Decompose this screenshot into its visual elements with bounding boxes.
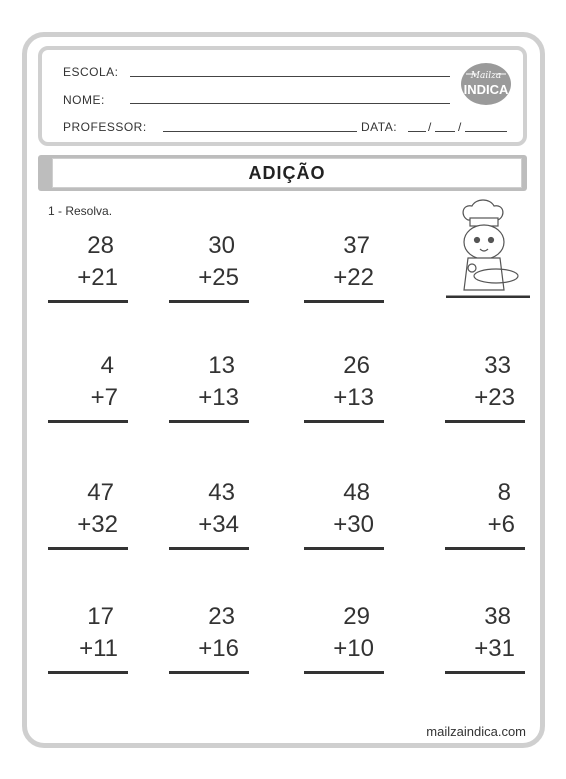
addend-top: 38 [484, 603, 511, 630]
addend-bottom: +31 [474, 635, 515, 662]
addition-problem [48, 603, 128, 673]
addition-problem [445, 479, 525, 549]
addend-top: 23 [208, 603, 235, 630]
addend-top: 26 [343, 352, 370, 379]
addend-top: 48 [343, 479, 370, 506]
addend-bottom: +13 [333, 384, 374, 411]
name-label: NOME: [63, 93, 105, 107]
title-box [52, 158, 522, 188]
date-month-line[interactable] [435, 131, 455, 132]
answer-line[interactable] [445, 420, 525, 423]
mailza-indica-logo [460, 62, 512, 106]
addition-problem [445, 352, 525, 422]
date-separator: / [428, 120, 432, 134]
date-year-line[interactable] [465, 131, 507, 132]
addend-bottom: +6 [487, 511, 515, 538]
answer-line[interactable] [48, 547, 128, 550]
addition-problem [48, 232, 128, 302]
addend-top: 29 [343, 603, 370, 630]
answer-line[interactable] [304, 671, 384, 674]
addend-bottom: +21 [77, 264, 118, 291]
teacher-line[interactable] [163, 131, 357, 132]
addend-top: 43 [208, 479, 235, 506]
date-day-line[interactable] [408, 131, 426, 132]
addend-top: 28 [87, 232, 114, 259]
instruction: 1 - Resolva. [48, 204, 113, 218]
chef-boy-illustration [440, 198, 532, 298]
addend-bottom: +25 [198, 264, 239, 291]
addition-problem [48, 479, 128, 549]
date-separator: / [458, 120, 462, 134]
addend-bottom: +10 [333, 635, 374, 662]
teacher-label: PROFESSOR: [63, 120, 147, 134]
addend-top: 47 [87, 479, 114, 506]
addend-bottom: +13 [198, 384, 239, 411]
answer-line[interactable] [169, 547, 249, 550]
addend-bottom: +16 [198, 635, 239, 662]
addition-problem [304, 352, 384, 422]
addition-problem [169, 232, 249, 302]
addition-problem [169, 603, 249, 673]
addend-top: 17 [87, 603, 114, 630]
answer-line[interactable] [48, 420, 128, 423]
addition-problem [304, 232, 384, 302]
addend-bottom: +30 [333, 511, 374, 538]
addend-bottom: +32 [77, 511, 118, 538]
addition-problem [304, 603, 384, 673]
answer-line[interactable] [48, 300, 128, 303]
logo-text-top: Mailza [470, 71, 502, 81]
addend-top: 37 [343, 232, 370, 259]
date-label: DATA: [361, 120, 398, 134]
addend-top: 33 [484, 352, 511, 379]
addition-problem [304, 479, 384, 549]
answer-line[interactable] [304, 300, 384, 303]
footer-website: mailzaindica.com [426, 724, 526, 739]
addend-top: 4 [100, 352, 114, 379]
addend-top: 8 [497, 479, 511, 506]
addition-problem [169, 479, 249, 549]
addition-problem [48, 352, 128, 422]
answer-line[interactable] [304, 547, 384, 550]
addend-top: 13 [208, 352, 235, 379]
answer-line[interactable] [304, 420, 384, 423]
answer-line[interactable] [48, 671, 128, 674]
answer-line[interactable] [169, 420, 249, 423]
addition-problem [169, 352, 249, 422]
addend-bottom: +11 [79, 635, 118, 662]
answer-line[interactable] [169, 300, 249, 303]
addend-bottom: +7 [90, 384, 118, 411]
page-title: ADIÇÃO [248, 162, 326, 183]
addend-bottom: +34 [198, 511, 239, 538]
school-line[interactable] [130, 76, 450, 77]
answer-line[interactable] [169, 671, 249, 674]
name-line[interactable] [130, 103, 450, 104]
logo-text-bottom: INDICA [463, 82, 509, 97]
addend-bottom: +23 [474, 384, 515, 411]
answer-line[interactable] [445, 547, 525, 550]
addition-problem [445, 603, 525, 673]
answer-line[interactable] [445, 671, 525, 674]
school-label: ESCOLA: [63, 65, 119, 79]
addend-bottom: +22 [333, 264, 374, 291]
addend-top: 30 [208, 232, 235, 259]
